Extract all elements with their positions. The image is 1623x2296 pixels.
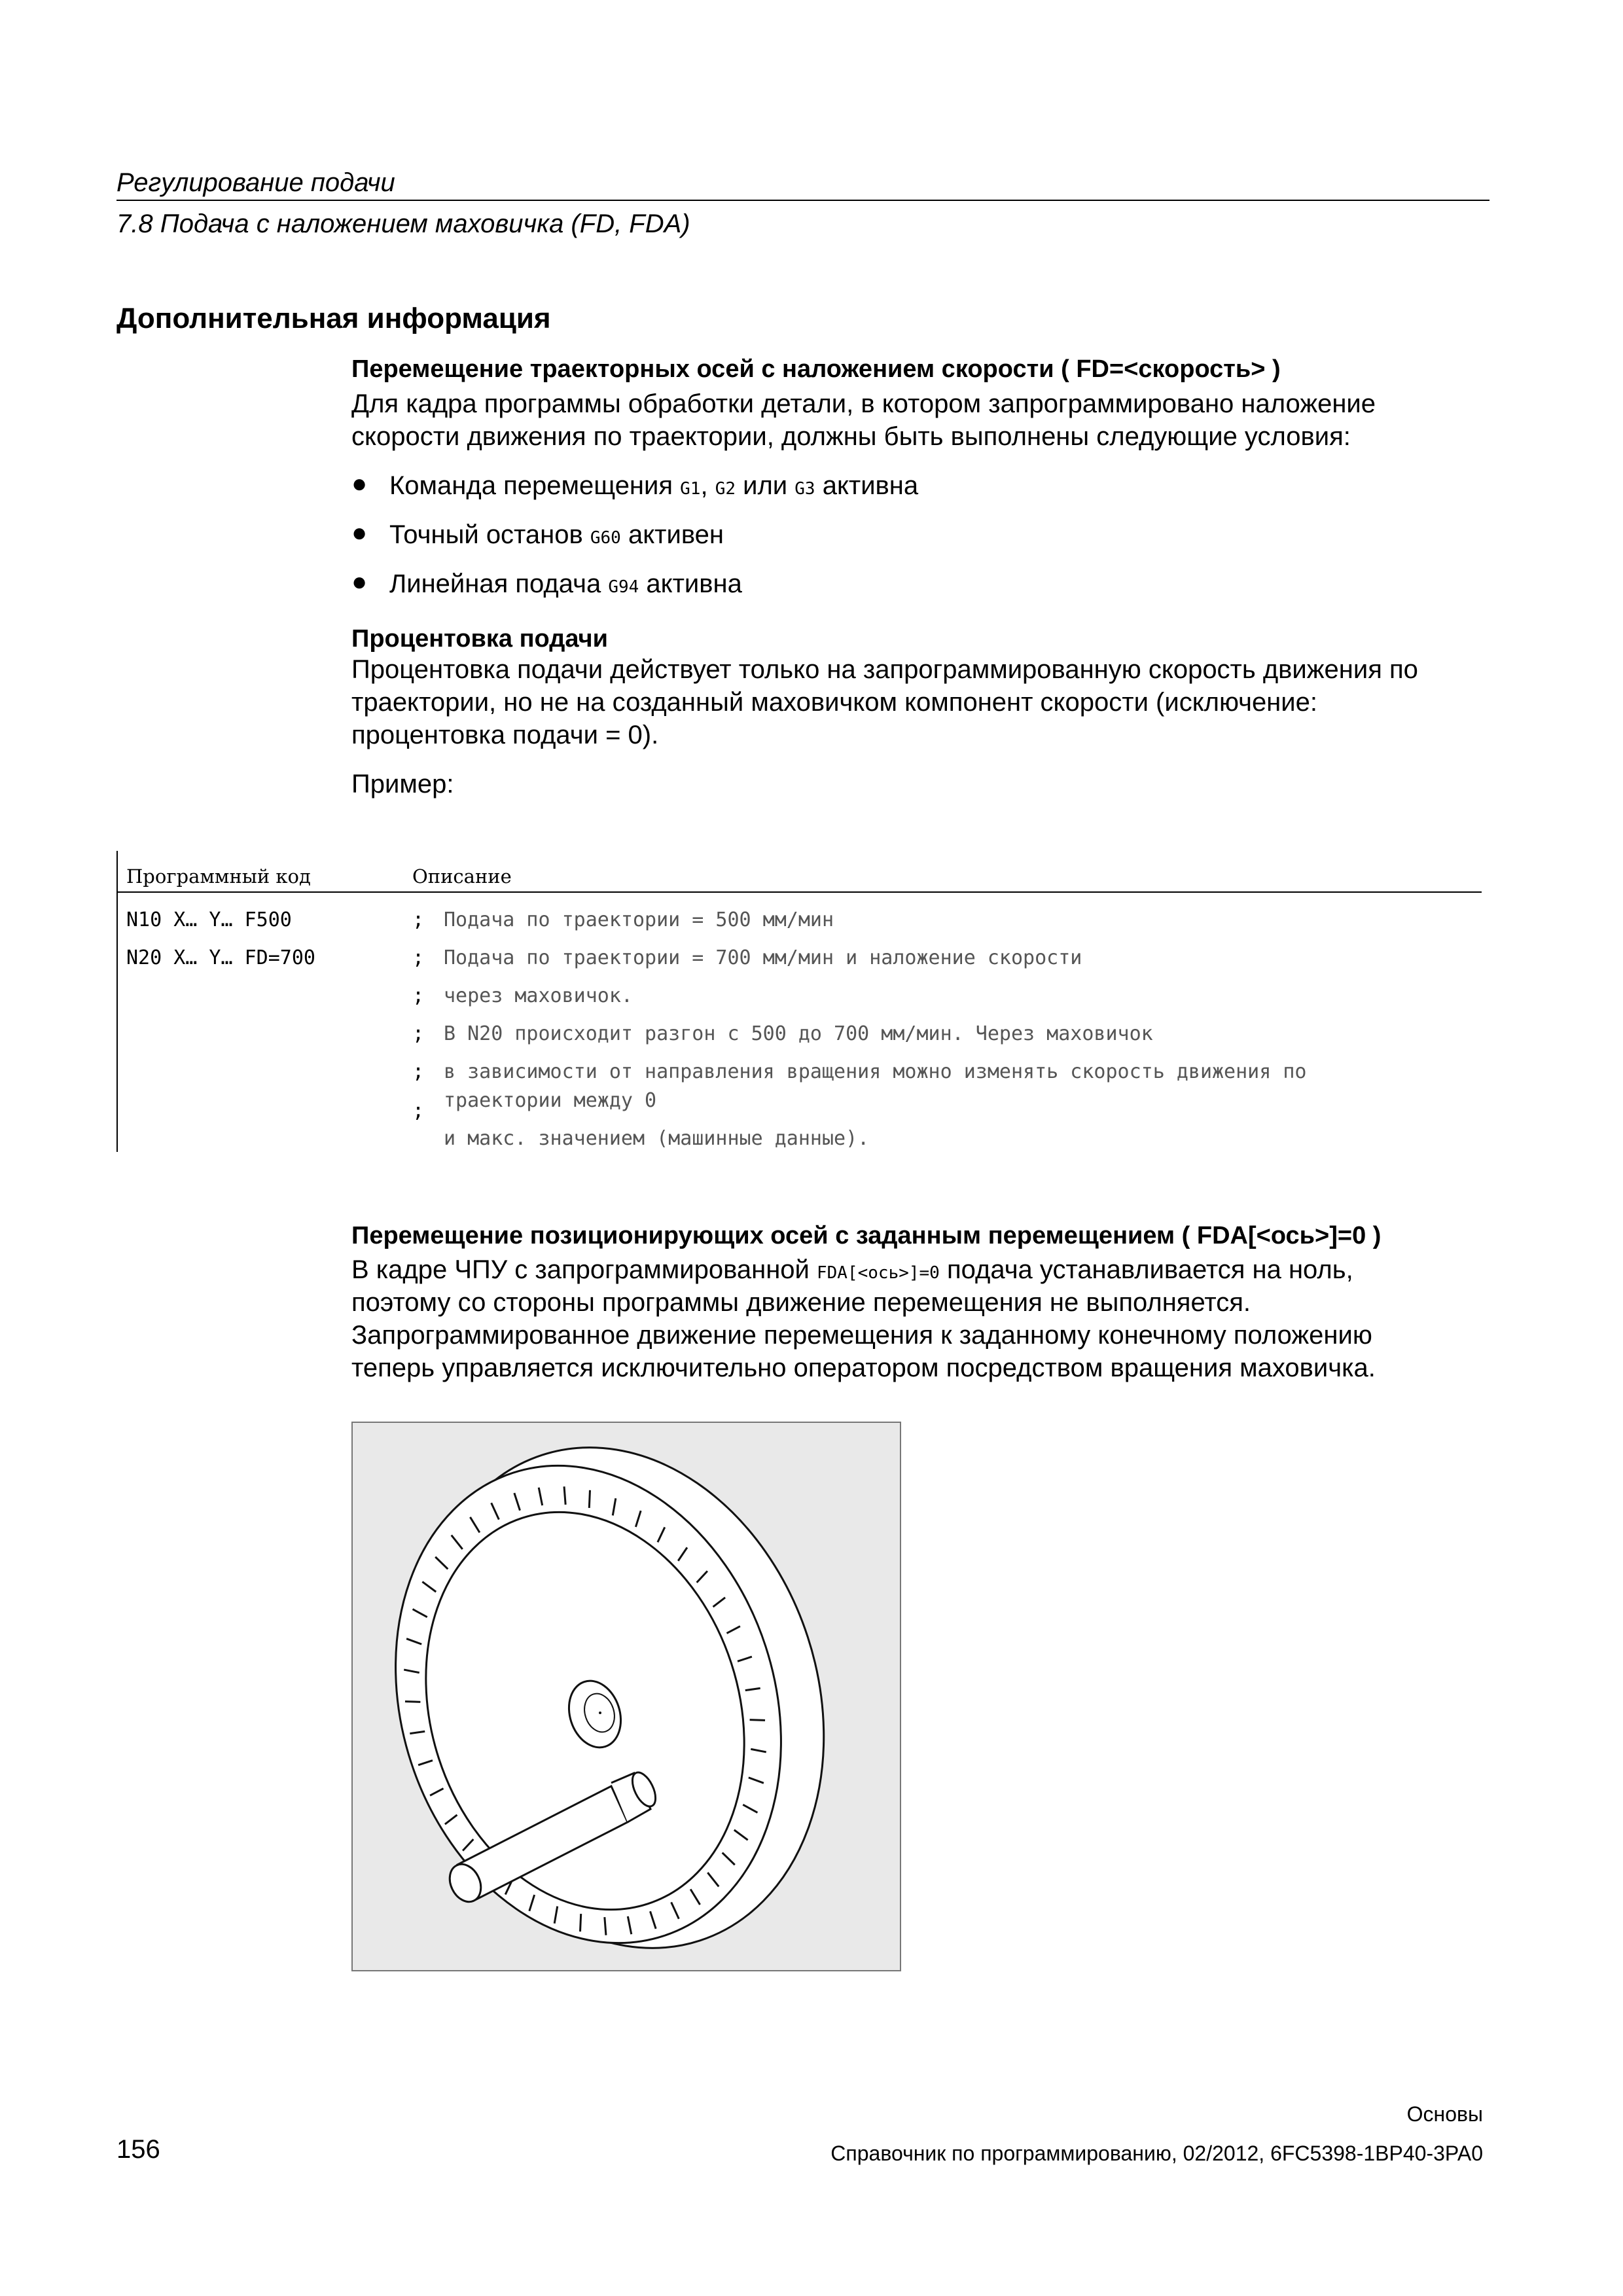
comment-cell: В N20 происходит разгон с 500 до 700 мм/мин. Через маховичок (444, 1022, 1153, 1045)
bullet-icon: ● (351, 567, 368, 596)
paragraph-line: поэтому со стороны программы движение перемещения не выполняется. (351, 1288, 1251, 1317)
table-left-rule (116, 851, 118, 1152)
scale-tick (750, 1720, 765, 1721)
table-header-rule (116, 891, 1482, 893)
comment-marker: ; (412, 1100, 425, 1122)
handwheel-illustration-icon (353, 1423, 900, 1970)
paragraph-line: траектории, но не на созданный маховичком компонент скорости (исключение: (351, 688, 1317, 717)
table-header-description: Описание (412, 865, 512, 888)
paragraph-line: теперь управляется исключительно оператором посредством вращения маховичка. (351, 1354, 1376, 1382)
paragraph-line: Процентовка подачи действует только на запрограммированную скорость движения по (351, 655, 1418, 684)
page-number: 156 (116, 2135, 160, 2164)
subheading-path-overlay: Перемещение траекторных осей с наложением скорости ( FD=<скорость> ) (351, 355, 1281, 383)
bullet-item: Команда перемещения G1, G2 или G3 активна (389, 471, 919, 500)
table-header-code: Программный код (126, 865, 311, 888)
running-header-section: 7.8 Подача с наложением маховичка (FD, FDA) (116, 209, 690, 238)
comment-cell: и макс. значением (машинные данные). (444, 1127, 870, 1150)
subheading-positioning-axes: Перемещение позиционирующих осей с заданным перемещением ( FDA[<ось>]=0 ) (351, 1222, 1382, 1249)
bullet-item: Точный останов G60 активен (389, 520, 724, 549)
comment-cell: через маховичок. (444, 984, 633, 1007)
section-heading: Дополнительная информация (116, 302, 551, 334)
comment-marker: ; (412, 908, 425, 931)
paragraph-line: процентовка подачи = 0). (351, 721, 659, 749)
comment-marker: ; (412, 946, 425, 969)
comment-cell: в зависимости от направления вращения можно изменять скорость движения по (444, 1060, 1307, 1083)
scale-tick (564, 1486, 565, 1505)
handwheel-figure (351, 1422, 901, 1971)
comment-cell: Подача по траектории = 500 мм/мин (444, 908, 834, 931)
paragraph-line: скорости движения по траектории, должны быть выполнены следующие условия: (351, 422, 1351, 451)
running-header-chapter: Регулирование подачи (116, 168, 395, 197)
footer-document-reference: Справочник по программированию, 02/2012, 6FC5398-1BP40-3PA0 (830, 2142, 1483, 2165)
scale-tick (589, 1490, 590, 1508)
paragraph-line: В кадре ЧПУ с запрограммированной FDA[<ось>]=0 подача устанавливается на ноль, (351, 1255, 1353, 1284)
bullet-icon: ● (351, 469, 368, 498)
comment-marker: ; (412, 1022, 425, 1045)
header-rule (116, 200, 1489, 201)
paragraph-line: Запрограммированное движение перемещения к заданному конечному положению (351, 1321, 1372, 1350)
scale-tick (605, 1917, 606, 1935)
footer-book-title: Основы (1406, 2102, 1483, 2126)
comment-cell: траектории между 0 (444, 1089, 657, 1112)
comment-cell: Подача по траектории = 700 мм/мин и наложение скорости (444, 946, 1082, 969)
paragraph-line: Для кадра программы обработки детали, в котором запрограммировано наложение (351, 389, 1376, 418)
comment-marker: ; (412, 984, 425, 1007)
subheading-override: Процентовка подачи (351, 625, 608, 653)
code-cell: N10 X… Y… F500 (126, 908, 292, 931)
code-cell: N20 X… Y… FD=700 (126, 946, 315, 969)
comment-marker: ; (412, 1060, 425, 1083)
bullet-icon: ● (351, 518, 368, 547)
example-label: Пример: (351, 770, 454, 798)
bullet-item: Линейная подача G94 активна (389, 569, 742, 598)
